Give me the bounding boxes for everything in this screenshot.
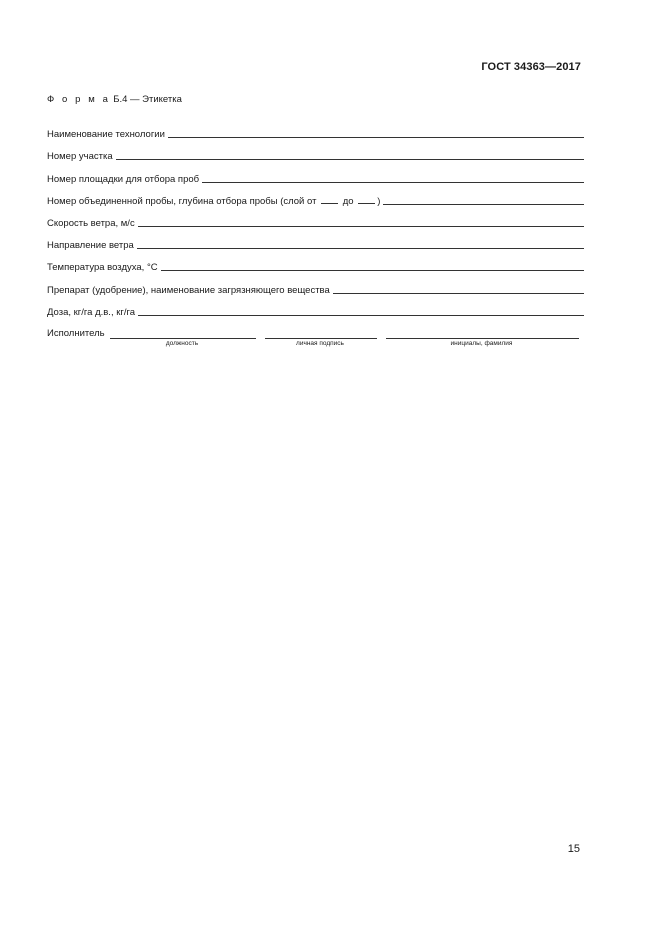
signature-input-line[interactable] [265,329,377,339]
field-technology [47,118,584,140]
executor-captions-row [47,339,580,347]
depth-to-label: до [342,195,354,207]
signature-caption-slot [264,339,376,347]
field-sampling-site [47,162,584,184]
label-fields [47,118,584,318]
field-label [47,196,383,207]
field-label: Препарат (удобрение), наименование загрязняющего вещества [47,284,330,296]
field-label: Доза, кг/га д.в., кг/га [47,306,136,318]
executor-position-slot [110,329,256,339]
sampling-site-input-line[interactable] [202,181,584,183]
form-title [47,94,182,105]
field-label: Наименование технологии [47,129,165,141]
depth-from-blank[interactable] [321,202,338,204]
preparation-input-line[interactable] [333,292,584,294]
name-input-line[interactable] [386,329,579,339]
document-code: ГОСТ 34363—2017 [481,61,581,73]
field-label: Скорость ветра, м/с [47,217,135,229]
form-title-separator: — [130,94,140,105]
form-title-number: Б.4 [113,94,128,105]
position-caption-slot [109,339,255,347]
depth-close-paren: ) [377,195,381,207]
form-title-name: Этикетка [142,94,182,105]
wind-direction-input-line[interactable] [137,247,584,249]
position-caption: должность [165,340,199,347]
executor-name-slot [386,329,579,339]
plot-number-input-line[interactable] [116,158,584,160]
form-title-prefix: Ф о р м а [47,94,111,105]
field-label: Номер участка [47,151,113,163]
page-number: 15 [567,843,580,855]
field-plot-number [47,140,584,162]
field-composite-sample [47,185,584,207]
field-wind-speed [47,207,584,229]
air-temperature-input-line[interactable] [161,269,584,271]
executor-label: Исполнитель [47,328,105,339]
composite-sample-label: Номер объединенной пробы, глубина отбора пробы (слой от [47,195,317,207]
field-preparation [47,273,584,295]
field-air-temperature [47,251,584,273]
composite-sample-input-line[interactable] [383,203,584,205]
signature-caption: личная подпись [296,340,344,347]
executor-block [47,328,580,347]
position-input-line[interactable] [110,329,256,339]
executor-signature-slot [265,329,377,339]
technology-input-line[interactable] [168,136,584,138]
depth-to-blank[interactable] [358,202,375,204]
name-caption: инициалы, фамилия [450,340,513,347]
field-label: Направление ветра [47,240,134,252]
field-wind-direction [47,229,584,251]
name-caption-slot [385,339,578,347]
field-dose [47,296,584,318]
field-label: Температура воздуха, °С [47,262,158,274]
executor-row [47,328,580,339]
field-label: Номер площадки для отбора проб [47,173,200,185]
wind-speed-input-line[interactable] [138,225,584,227]
dose-input-line[interactable] [138,314,584,316]
